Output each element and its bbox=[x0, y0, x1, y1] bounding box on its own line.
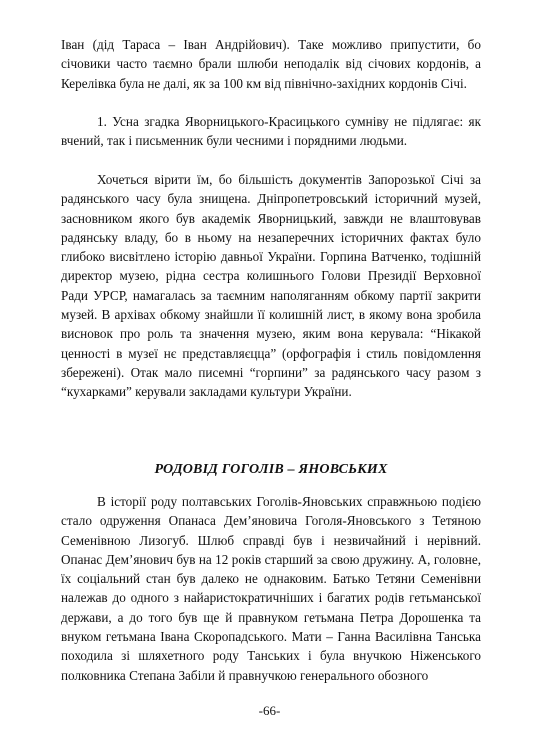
paragraph-section-body: В історії роду полтавських Гоголів-Яновських справжньою подією стало одруження Опанаса Дем’яновича Гоголя-Яновського з Тетяною Семенівною Лизогуб. Шлюб справді був і незвичайний і нерівний. Опанас Дем’янович був на 12 років старший за свою дружину. А, головне, їх соціальний стан був далеко не однаковим. Батько Тетяни Семенівни належав до одного з найаристократичніших і багатих родів гетьманської держави, а до того був ще й правнуком гетьмана Петра Дорошенка та внуком гетьмана Івана Скоропадського. Мати – Ганна Василівна Танська походила зі шляхетного роду Танських і була внучкою Ніженського полковника Степана Забіли й правнучкою генерального обозного bbox=[61, 494, 481, 683]
paragraph-continuation: Іван (дід Тараса – Іван Андрійович). Таке можливо припустити, бо січовики часто таємно брали шлюби неподалік від січових кордонів, а Керелівка була не далі, як за 100 км від північно-західних кордонів Січі. bbox=[61, 37, 481, 91]
paragraph-body: Хочеться вірити їм, бо більшість документів Запорозької Січі за радянського часу була знищена. Дніпропетровський історичний музей, засновником якого був академік Яворницький, завжди не влаштовував радянську владу, бо в ньому на незаперечних історичних фактах було глибоко висвітлено історію давньої України. Горпина Ватченко, тодішній директор музею, рідна сестра колишнього Голови Президії Верховної Ради УРСР, намагалась за таємним наполяганням обкому партії закрити музей. В архівах обкому знайшли її колишній лист, в якому вона зробила висновок про роль та значення музею, яким вона керувала: “Нікакой ценності в музеї нє представляєцца” (орфографія і стиль повідомлення збережені). Отак мало писемні “горпини” за радянського часу разом з “кухарками” керували закладами культури України. bbox=[61, 172, 481, 400]
page-number: -66- bbox=[258, 703, 281, 718]
section-title: РОДОВІД ГОГОЛІВ – ЯНОВСЬКИХ bbox=[154, 462, 388, 477]
paragraph-footnote: 1. Усна згадка Яворницького-Красицького сумніву не підлягає: як вчений, так і письменник були чесними і порядними людьми. bbox=[61, 114, 481, 149]
